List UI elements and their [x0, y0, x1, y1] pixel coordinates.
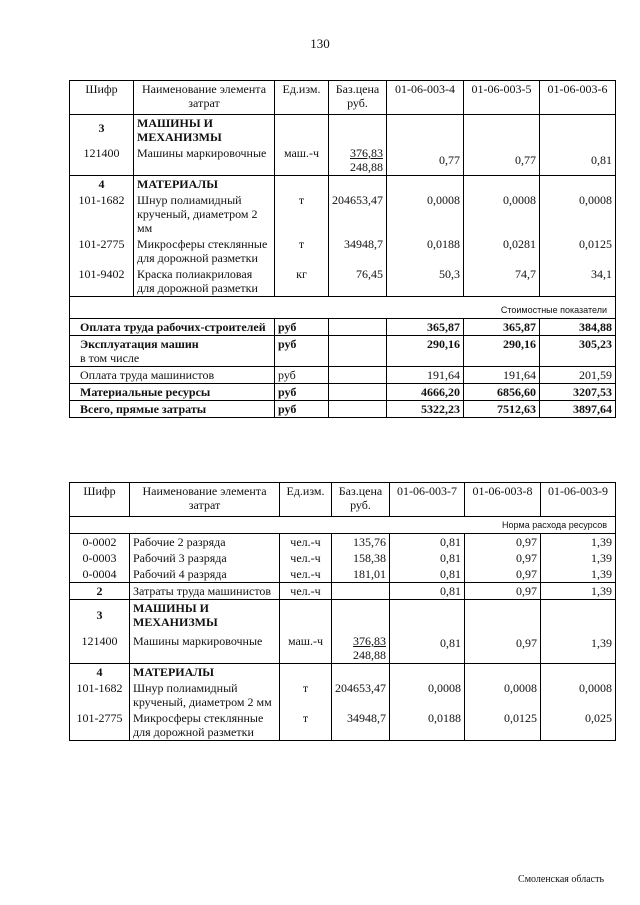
cost-table-2: [69, 482, 616, 741]
row-name: Затраты труда машинистов: [130, 583, 280, 600]
row-code: 0-0003: [70, 550, 130, 566]
row-unit: т: [275, 192, 329, 236]
cost-unit: руб: [275, 367, 329, 384]
table-header-row: [70, 483, 616, 517]
header-col-2: 01-06-003-8: [465, 483, 541, 517]
row-value-1: 0,81: [390, 534, 465, 551]
row-value-1: 0,81: [390, 630, 465, 664]
section-row: [70, 664, 616, 681]
cost-value-1: 365,87: [387, 319, 464, 336]
row-value-3: 1,39: [541, 550, 616, 566]
cost-value-2: 365,87: [464, 319, 540, 336]
row-name: Краска полиакриловая для дорожной разметки: [134, 266, 275, 297]
header-col-3: 01-06-003-6: [540, 81, 616, 115]
row-value-3: 0,0125: [540, 236, 616, 266]
row-unit: т: [280, 710, 332, 741]
row-name: Рабочие 2 разряда: [130, 534, 280, 551]
row-price: [332, 630, 390, 664]
row-name: Микросферы стеклянные для дорожной разметки: [130, 710, 280, 741]
cost-value-3: 384,88: [540, 319, 616, 336]
row-value-1: 0,0188: [387, 236, 464, 266]
row-code: 0-0002: [70, 534, 130, 551]
cost-table-1: [69, 80, 616, 418]
row-price: 158,38: [332, 550, 390, 566]
cost-value-1: 191,64: [387, 367, 464, 384]
row-code: 121400: [70, 145, 134, 176]
cost-value-3: 3207,53: [540, 384, 616, 401]
row-code: 101-2775: [70, 236, 134, 266]
row-value-3: 0,81: [540, 145, 616, 176]
cost-value-2: 290,16: [464, 336, 540, 367]
header-name: Наименование элемента затрат: [134, 81, 275, 115]
row-value-2: 0,97: [465, 583, 541, 600]
cost-unit: руб: [275, 401, 329, 418]
row-value-3: 1,39: [541, 534, 616, 551]
row-value-2: 0,0125: [465, 710, 541, 741]
table-row: [70, 266, 616, 297]
row-value-2: 0,0281: [464, 236, 540, 266]
row-unit: чел.-ч: [280, 550, 332, 566]
header-price: Баз.цена руб.: [329, 81, 387, 115]
row-value-1: 0,0008: [387, 192, 464, 236]
cost-name: Оплата труда рабочих-строителей: [70, 319, 275, 336]
row-value-3: 0,025: [541, 710, 616, 741]
row-value-2: 0,97: [465, 566, 541, 583]
table-row: [70, 145, 616, 176]
norm-caption: Норма расхода ресурсов: [70, 517, 616, 534]
row-value-3: 34,1: [540, 266, 616, 297]
row-name: Машины маркировочные: [130, 630, 280, 664]
header-price: Баз.цена руб.: [332, 483, 390, 517]
cost-value-1: 5322,23: [387, 401, 464, 418]
caption-row: [70, 517, 616, 534]
row-price: [332, 583, 390, 600]
row-value-3: 1,39: [541, 630, 616, 664]
row-value-1: 0,81: [390, 550, 465, 566]
page-number: 130: [310, 36, 330, 51]
row-value-2: 0,97: [465, 630, 541, 664]
table-row: [70, 566, 616, 583]
row-name: Шнур полиамидный крученый, диаметром 2 мм: [134, 192, 275, 236]
header-unit: Ед.изм.: [280, 483, 332, 517]
header-col-1: 01-06-003-4: [387, 81, 464, 115]
row-name: Микросферы стеклянные для дорожной разметки: [134, 236, 275, 266]
row-price: 34948,7: [329, 236, 387, 266]
row-price: 181,01: [332, 566, 390, 583]
row-code: 0-0004: [70, 566, 130, 583]
row-price: 34948,7: [332, 710, 390, 741]
cost-value-3: 3897,64: [540, 401, 616, 418]
row-name: Рабочий 4 разряда: [130, 566, 280, 583]
cost-subtitle: в том числе: [80, 351, 140, 365]
cost-name: Всего, прямые затраты: [70, 401, 275, 418]
section-title: МАШИНЫ И МЕХАНИЗМЫ: [130, 600, 280, 631]
caption-row: [70, 297, 616, 319]
row-value-1: 50,3: [387, 266, 464, 297]
cost-unit: руб: [275, 384, 329, 401]
row-price-top: 376,83: [350, 146, 383, 160]
row-unit: т: [275, 236, 329, 266]
row-value-1: 0,77: [387, 145, 464, 176]
row-unit: маш.-ч: [280, 630, 332, 664]
header-col-1: 01-06-003-7: [390, 483, 465, 517]
section-title: МАШИНЫ И МЕХАНИЗМЫ: [134, 115, 275, 146]
cost-value-3: 305,23: [540, 336, 616, 367]
row-value-3: 1,39: [541, 566, 616, 583]
row-value-2: 0,0008: [464, 192, 540, 236]
row-value-1: 0,0188: [390, 710, 465, 741]
row-value-1: 0,0008: [390, 680, 465, 710]
row-price: 204653,47: [329, 192, 387, 236]
table-row: [70, 534, 616, 551]
header-name: Наименование элемента затрат: [130, 483, 280, 517]
row-price: 76,45: [329, 266, 387, 297]
cost-caption: Стоимостные показатели: [70, 297, 616, 319]
cost-row: [70, 401, 616, 418]
row-code: 121400: [70, 630, 130, 664]
row-value-2: 0,97: [465, 534, 541, 551]
row-name: Машины маркировочные: [134, 145, 275, 176]
section-row: [70, 115, 616, 146]
row-code: 101-9402: [70, 266, 134, 297]
table-row: [70, 680, 616, 710]
cost-value-1: 290,16: [387, 336, 464, 367]
table-row: [70, 710, 616, 741]
section-row: [70, 176, 616, 193]
row-unit: кг: [275, 266, 329, 297]
table-row: [70, 583, 616, 600]
row-value-3: 0,0008: [540, 192, 616, 236]
cost-value-2: 191,64: [464, 367, 540, 384]
row-price-bottom: 248,88: [350, 160, 383, 174]
cost-value-2: 7512,63: [464, 401, 540, 418]
row-price-top: 376,83: [353, 634, 386, 648]
table-row: [70, 630, 616, 664]
row-value-1: 0,81: [390, 566, 465, 583]
row-value-2: 0,0008: [465, 680, 541, 710]
header-code: Шифр: [70, 81, 134, 115]
cost-value-2: 6856,60: [464, 384, 540, 401]
section-title: МАТЕРИАЛЫ: [134, 176, 275, 193]
cost-value-1: 4666,20: [387, 384, 464, 401]
table-row: [70, 192, 616, 236]
row-name: Шнур полиамидный крученый, диаметром 2 мм: [130, 680, 280, 710]
cost-name: Материальные ресурсы: [70, 384, 275, 401]
cost-row: [70, 336, 616, 367]
section-title: МАТЕРИАЛЫ: [130, 664, 280, 681]
row-value-1: 0,81: [390, 583, 465, 600]
section-row: [70, 600, 616, 631]
table-header-row: [70, 81, 616, 115]
row-value-3: 0,0008: [541, 680, 616, 710]
row-value-2: 0,97: [465, 550, 541, 566]
row-unit: чел.-ч: [280, 534, 332, 551]
row-code: 101-1682: [70, 192, 134, 236]
table-row: [70, 236, 616, 266]
row-value-2: 74,7: [464, 266, 540, 297]
cost-value-3: 201,59: [540, 367, 616, 384]
header-col-2: 01-06-003-5: [464, 81, 540, 115]
row-price: [329, 145, 387, 176]
header-unit: Ед.изм.: [275, 81, 329, 115]
row-value-2: 0,77: [464, 145, 540, 176]
row-value-3: 1,39: [541, 583, 616, 600]
header-code: Шифр: [70, 483, 130, 517]
section-code: 3: [70, 115, 134, 146]
footer-region: Смоленская область: [518, 874, 604, 885]
row-price: 135,76: [332, 534, 390, 551]
row-unit: т: [280, 680, 332, 710]
section-code: 4: [70, 664, 130, 681]
cost-row: [70, 367, 616, 384]
row-price-bottom: 248,88: [353, 648, 386, 662]
row-name: Рабочий 3 разряда: [130, 550, 280, 566]
row-unit: маш.-ч: [275, 145, 329, 176]
row-code: 101-1682: [70, 680, 130, 710]
row-unit: чел.-ч: [280, 583, 332, 600]
cost-name: Эксплуатация машин: [80, 337, 199, 351]
table-row: [70, 550, 616, 566]
row-price: 204653,47: [332, 680, 390, 710]
section-code: 4: [70, 176, 134, 193]
header-col-3: 01-06-003-9: [541, 483, 616, 517]
cost-unit: руб: [275, 336, 329, 367]
section-code: 3: [70, 600, 130, 631]
cost-row: [70, 384, 616, 401]
row-unit: чел.-ч: [280, 566, 332, 583]
cost-row: [70, 319, 616, 336]
row-code: 101-2775: [70, 710, 130, 741]
cost-unit: руб: [275, 319, 329, 336]
row-code: 2: [70, 583, 130, 600]
cost-name: Оплата труда машинистов: [70, 367, 275, 384]
